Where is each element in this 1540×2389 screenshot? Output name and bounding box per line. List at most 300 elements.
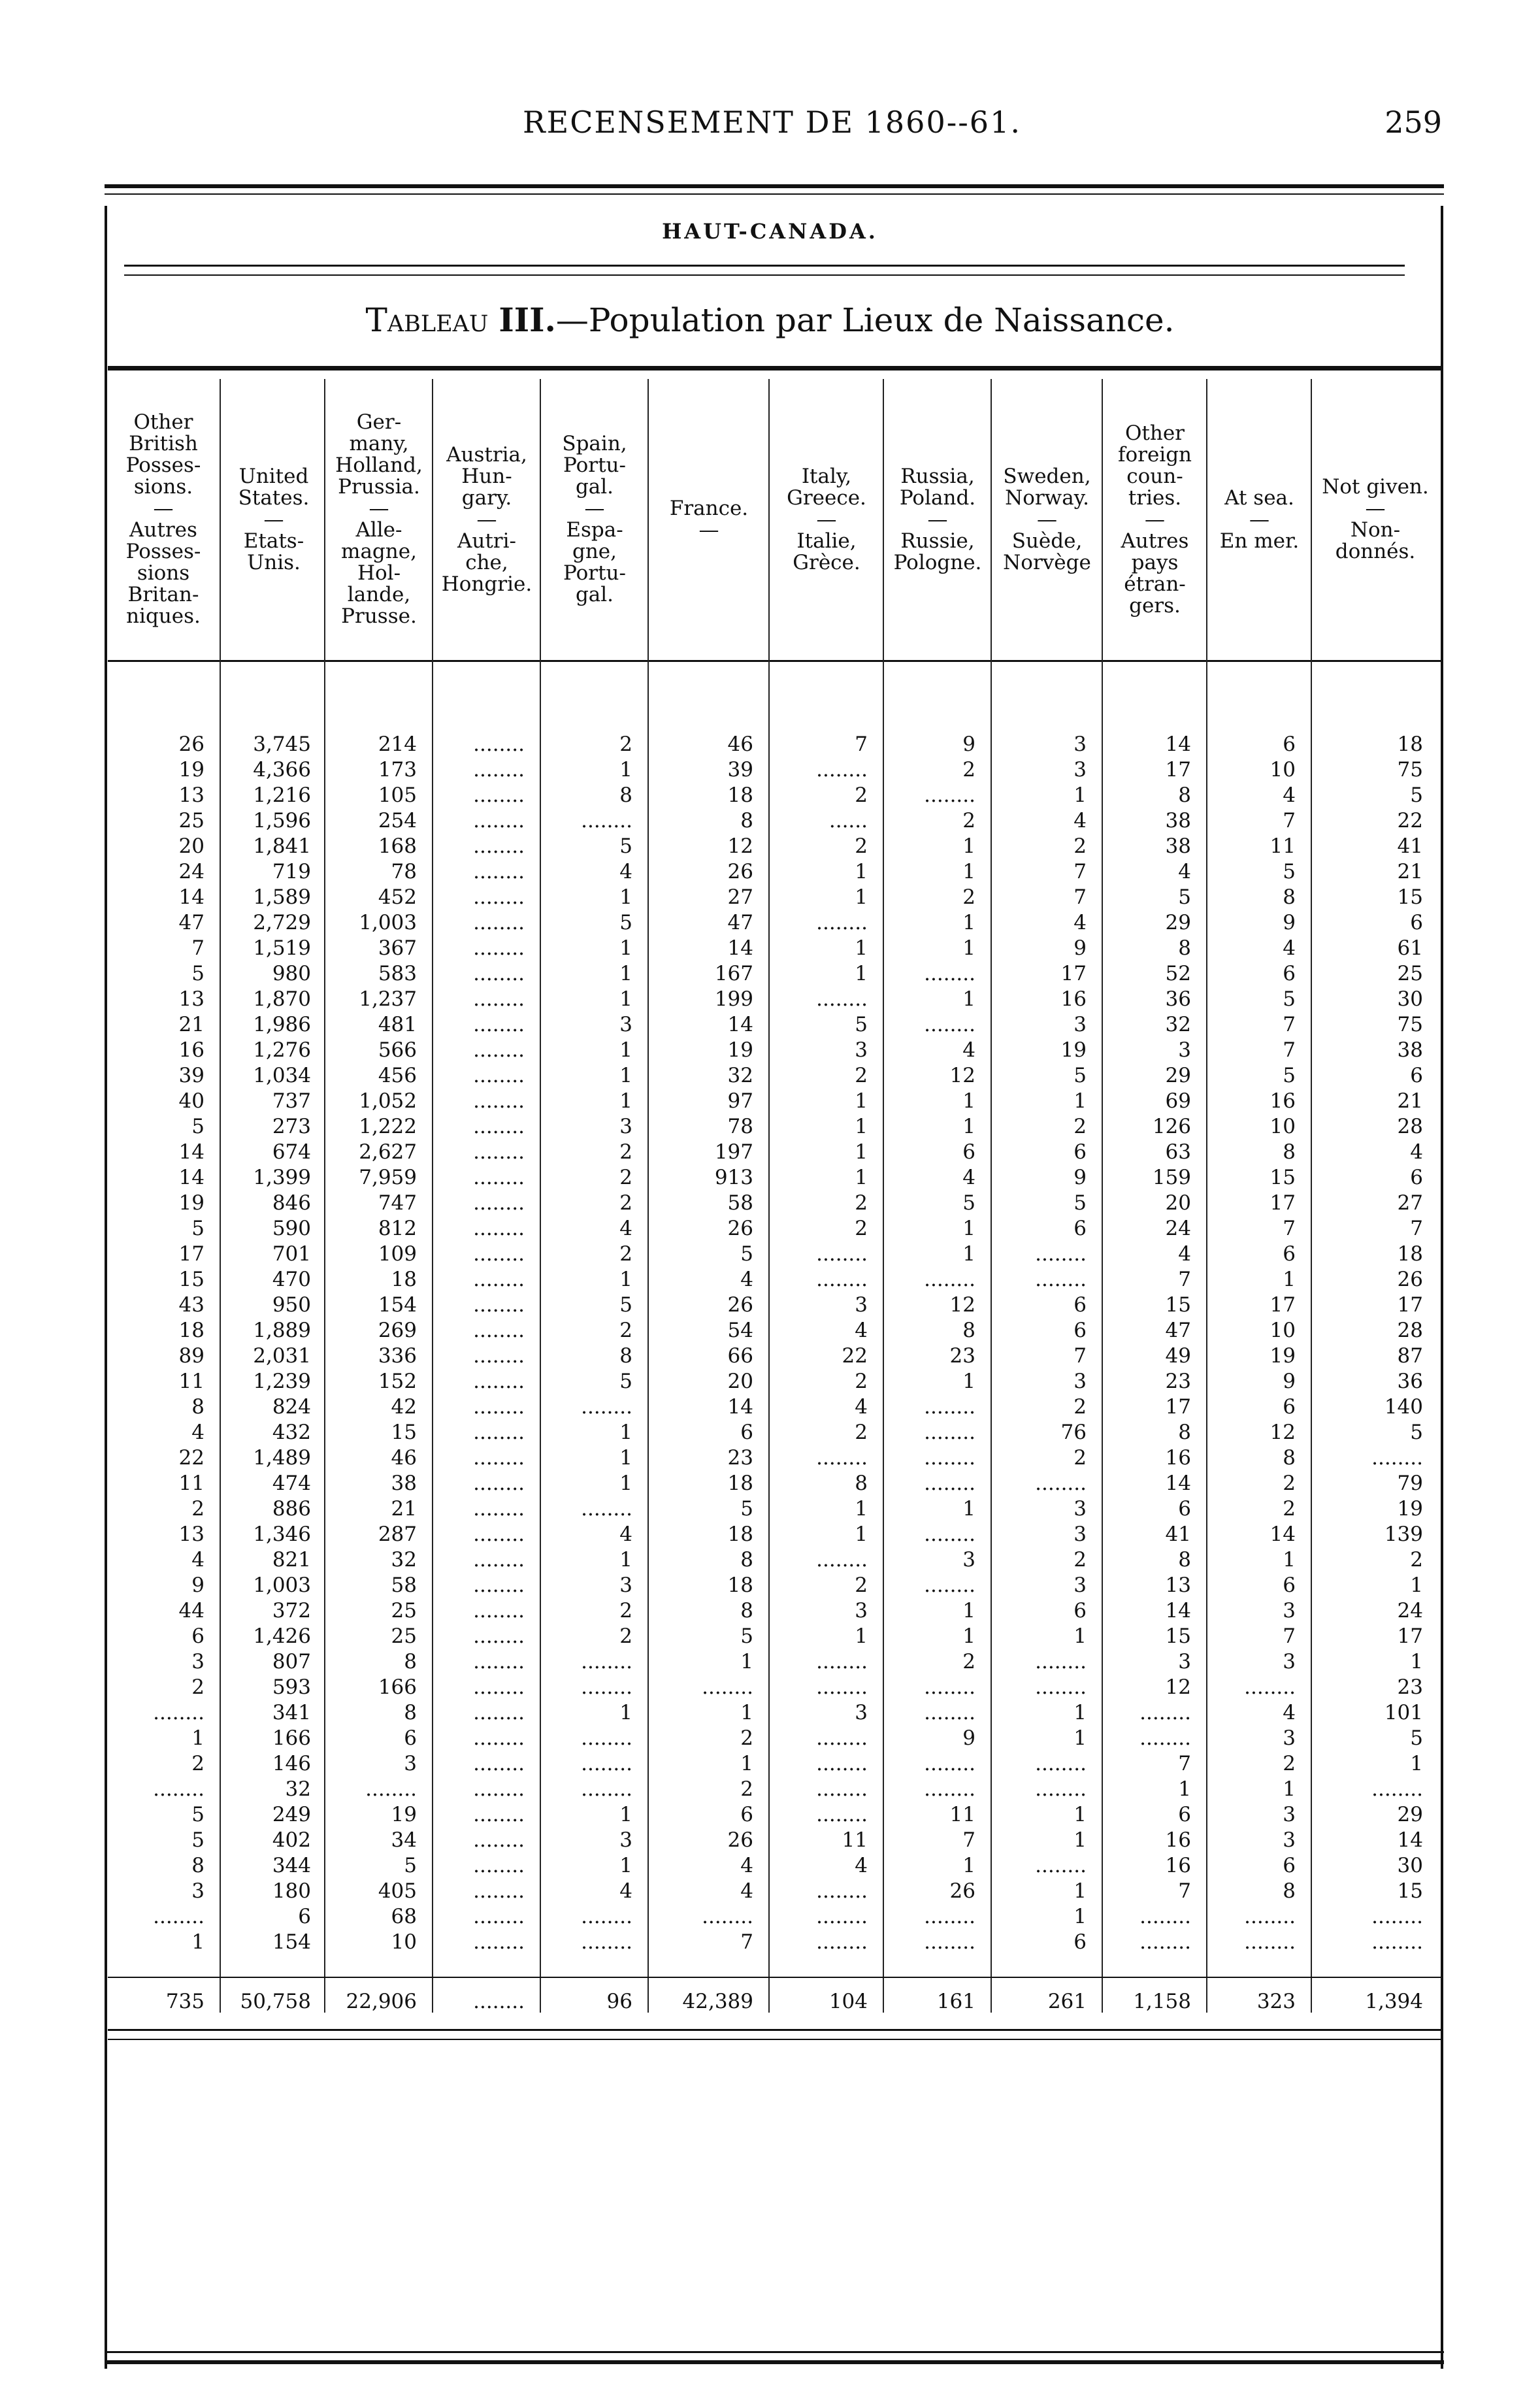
column-header — [993, 386, 1101, 653]
table-cell: 1,589 — [253, 885, 311, 909]
table-cell: 25 — [1397, 962, 1423, 985]
table-cell: 25 — [391, 1599, 417, 1623]
table-cell: ........ — [581, 1726, 632, 1750]
table-cell: 9 — [1283, 911, 1296, 934]
table-cell: 76 — [1060, 1421, 1087, 1444]
table-cell: 2 — [855, 1573, 868, 1597]
table-cell: 593 — [272, 1675, 311, 1699]
table-cell: 1 — [1073, 1089, 1087, 1113]
table-cell: 3 — [1283, 1726, 1296, 1750]
table-cell: 1 — [191, 1930, 205, 1954]
table-cell: 47 — [178, 911, 205, 934]
table-cell: 11 — [842, 1828, 868, 1852]
table-cell: 4 — [740, 1854, 753, 1877]
table-cell: ........ — [581, 1675, 632, 1699]
table-cell: 4 — [740, 1268, 753, 1291]
table-row — [105, 1700, 1444, 1725]
table-cell: 68 — [391, 1905, 417, 1928]
column-header — [327, 386, 431, 653]
table-cell: 49 — [1165, 1344, 1191, 1368]
table-cell: 19 — [727, 1038, 753, 1062]
table-cell: 5 — [1073, 1064, 1087, 1087]
table-cell: 6 — [1283, 1854, 1296, 1877]
table-cell: 1 — [962, 1624, 975, 1648]
table-cell: 41 — [1165, 1523, 1191, 1546]
table-cell: 23 — [949, 1344, 975, 1368]
table-cell: ........ — [473, 1573, 525, 1597]
table-cell: 1 — [962, 1217, 975, 1240]
table-cell: 470 — [272, 1268, 311, 1291]
table-cell: 8 — [740, 1599, 753, 1623]
table-cell: 7 — [1178, 1752, 1191, 1775]
table-cell: 1 — [962, 1370, 975, 1393]
table-cell: 8 — [1283, 1879, 1296, 1903]
table-cell: 2 — [962, 1650, 975, 1673]
table-cell: ........ — [816, 987, 868, 1011]
table-row — [105, 1089, 1444, 1113]
table-row — [105, 1216, 1444, 1241]
table-cell: 3 — [855, 1293, 868, 1317]
table-cell: ........ — [473, 936, 525, 960]
table-cell: 17 — [178, 1242, 205, 1266]
table-cell: 20 — [1165, 1191, 1191, 1215]
table-cell: 1,870 — [253, 987, 311, 1011]
table-cell: 4 — [1178, 860, 1191, 883]
table-cell: 75 — [1397, 758, 1423, 782]
column-header-en: France. — [669, 497, 749, 520]
table-cell: 5 — [1283, 860, 1296, 883]
table-cell: 7,959 — [359, 1166, 417, 1189]
table-cell: ........ — [1035, 1268, 1087, 1291]
table-cell: 6 — [1283, 1395, 1296, 1419]
column-header — [885, 386, 990, 653]
table-cell: 11 — [178, 1370, 205, 1393]
table-cell: 4 — [619, 1523, 632, 1546]
table-cell: 1,003 — [359, 911, 417, 934]
table-cell: ........ — [581, 1930, 632, 1954]
table-cell: 12 — [949, 1064, 975, 1087]
table-cell: 8 — [1178, 936, 1191, 960]
column-header-divider: — — [816, 507, 837, 531]
column-header-fr: Alle- magne, Hol- lande, Prusse. — [341, 518, 417, 628]
table-cell: ........ — [473, 1446, 525, 1470]
table-cell: 2 — [619, 1624, 632, 1648]
table-cell: ........ — [816, 1803, 868, 1826]
table-cell: 2 — [1073, 1548, 1087, 1572]
table-cell: 2 — [191, 1675, 205, 1699]
table-cell: 43 — [178, 1293, 205, 1317]
column-header-divider: — — [1037, 507, 1057, 531]
table-cell: 5 — [191, 1217, 205, 1240]
table-cell: 1 — [962, 1599, 975, 1623]
table-cell: 9 — [962, 733, 975, 756]
table-cell: 12 — [1165, 1675, 1191, 1699]
bottom-rule-2 — [108, 2039, 1441, 2040]
table-cell: 7 — [1283, 1624, 1296, 1648]
table-cell: ........ — [473, 1472, 525, 1495]
table-title-text: —Population par Lieux de Naissance. — [555, 301, 1175, 339]
table-cell: 1,052 — [359, 1089, 417, 1113]
table-cell: ........ — [473, 809, 525, 832]
table-row — [105, 783, 1444, 808]
table-cell: 146 — [272, 1752, 311, 1775]
table-cell: 405 — [378, 1879, 417, 1903]
table-cell: 269 — [378, 1319, 417, 1342]
table-cell: 38 — [1165, 809, 1191, 832]
table-cell: 6 — [1073, 1217, 1087, 1240]
table-row — [105, 1802, 1444, 1827]
table-cell: 17 — [1060, 962, 1087, 985]
table-cell: 18 — [727, 1472, 753, 1495]
table-cell: ........ — [1371, 1930, 1423, 1954]
table-row — [105, 1343, 1444, 1368]
table-cell: 26 — [727, 1828, 753, 1852]
table-cell: ........ — [702, 1675, 753, 1699]
table-cell: ........ — [473, 1675, 525, 1699]
table-cell: ........ — [473, 1395, 525, 1419]
table-cell: 14 — [1397, 1828, 1423, 1852]
table-row — [105, 1598, 1444, 1623]
page-bottom-rule-1 — [105, 2351, 1444, 2353]
table-row — [105, 910, 1444, 935]
table-cell: 8 — [404, 1701, 417, 1724]
table-cell: 38 — [1397, 1038, 1423, 1062]
table-cell: 38 — [391, 1472, 417, 1495]
table-cell: 7 — [1073, 1344, 1087, 1368]
table-cell: ........ — [1371, 1905, 1423, 1928]
table-cell: 1,237 — [359, 987, 417, 1011]
table-cell: 1 — [962, 911, 975, 934]
table-cell: 63 — [1165, 1140, 1191, 1164]
table-cell: 19 — [1270, 1344, 1296, 1368]
table-cell: 4 — [1283, 936, 1296, 960]
table-cell: 8 — [1178, 783, 1191, 807]
table-cell: 1 — [962, 1854, 975, 1877]
table-cell: ........ — [473, 1803, 525, 1826]
table-cell: 5 — [740, 1624, 753, 1648]
table-cell: ........ — [702, 1905, 753, 1928]
table-cell: ........ — [473, 1242, 525, 1266]
table-cell: 5 — [191, 962, 205, 985]
table-cell: 39 — [727, 758, 753, 782]
table-cell: 9 — [1073, 936, 1087, 960]
table-cell: ........ — [473, 1854, 525, 1877]
header-bottom-rule — [108, 660, 1441, 662]
table-cell: ........ — [816, 1752, 868, 1775]
table-cell: 474 — [272, 1472, 311, 1495]
table-cell: ........ — [816, 1650, 868, 1673]
table-cell: 8 — [1283, 885, 1296, 909]
table-cell: ........ — [473, 1140, 525, 1164]
table-cell: 1 — [855, 1497, 868, 1521]
table-cell: 824 — [272, 1395, 311, 1419]
table-cell: 19 — [178, 1191, 205, 1215]
table-cell: ........ — [924, 1446, 975, 1470]
table-cell: 32 — [391, 1548, 417, 1572]
table-cell: ........ — [473, 1726, 525, 1750]
table-cell: 4 — [619, 1879, 632, 1903]
table-cell: 8 — [855, 1472, 868, 1495]
table-cell: 1 — [855, 1115, 868, 1138]
table-cell: 18 — [727, 1523, 753, 1546]
table-cell: 32 — [727, 1064, 753, 1087]
table-row — [105, 732, 1444, 757]
table-cell: ........ — [924, 1523, 975, 1546]
table-cell: ........ — [473, 1650, 525, 1673]
total-cell: 161 — [936, 1990, 975, 2013]
table-cell: 1,399 — [253, 1166, 311, 1189]
table-cell: ........ — [924, 1701, 975, 1724]
table-cell: 2 — [962, 885, 975, 909]
table-cell: 1 — [1283, 1548, 1296, 1572]
table-row — [105, 961, 1444, 986]
table-row — [105, 1649, 1444, 1674]
table-cell: ........ — [473, 1038, 525, 1062]
total-cell: 96 — [606, 1990, 632, 2013]
table-cell: 18 — [178, 1319, 205, 1342]
table-cell: 590 — [272, 1217, 311, 1240]
table-cell: 4 — [191, 1548, 205, 1572]
table-cell: 7 — [1178, 1879, 1191, 1903]
table-cell: 173 — [378, 758, 417, 782]
table-cell: ........ — [816, 1777, 868, 1801]
table-cell: ........ — [581, 1497, 632, 1521]
table-cell: 18 — [727, 783, 753, 807]
table-cell: 3 — [619, 1013, 632, 1036]
table-cell: 89 — [178, 1344, 205, 1368]
table-cell: 4 — [1073, 809, 1087, 832]
table-row — [105, 1420, 1444, 1445]
table-cell: 3 — [191, 1650, 205, 1673]
table-cell: 44 — [178, 1599, 205, 1623]
table-cell: 17 — [1397, 1624, 1423, 1648]
table-cell: 5 — [1410, 783, 1423, 807]
table-cell: 159 — [1152, 1166, 1191, 1189]
column-header-divider: — — [1365, 497, 1386, 520]
table-cell: 7 — [1073, 885, 1087, 909]
column-header-divider: — — [1249, 507, 1270, 531]
table-cell: 1 — [855, 1140, 868, 1164]
table-cell: 846 — [272, 1191, 311, 1215]
table-cell: 4 — [855, 1395, 868, 1419]
column-header — [434, 386, 539, 653]
table-cell: 26 — [727, 1293, 753, 1317]
table-cell: ........ — [473, 885, 525, 909]
table-cell: 58 — [391, 1573, 417, 1597]
table-cell: ........ — [924, 962, 975, 985]
table-cell: 1 — [1283, 1777, 1296, 1801]
table-cell: 5 — [855, 1013, 868, 1036]
table-cell: ........ — [473, 962, 525, 985]
total-cell: 42,389 — [682, 1990, 753, 2013]
table-cell: 3 — [1073, 1573, 1087, 1597]
column-header-fr: Espa- gne, Portu- gal. — [563, 518, 626, 606]
table-cell: ........ — [924, 1573, 975, 1597]
table-cell: ........ — [816, 1905, 868, 1928]
table-cell: 1,222 — [359, 1115, 417, 1138]
table-cell: ........ — [816, 1268, 868, 1291]
table-cell: 980 — [272, 962, 311, 985]
table-cell: 1,346 — [253, 1523, 311, 1546]
table-cell: ........ — [1035, 1675, 1087, 1699]
table-cell: 4 — [619, 860, 632, 883]
table-cell: 4,366 — [253, 758, 311, 782]
table-cell: 2 — [1073, 1446, 1087, 1470]
column-header — [771, 386, 882, 653]
table-cell: 6 — [1073, 1930, 1087, 1954]
table-row — [105, 1140, 1444, 1164]
table-cell: ........ — [581, 1395, 632, 1419]
table-cell: ........ — [473, 1930, 525, 1954]
page-bottom-rule-2 — [105, 2360, 1444, 2364]
table-row — [105, 1751, 1444, 1776]
column-header-en: Ger- many, Holland, Prussia. — [335, 410, 423, 499]
table-cell: 167 — [714, 962, 753, 985]
table-cell: 30 — [1397, 987, 1423, 1011]
table-cell: 109 — [378, 1242, 417, 1266]
table-row — [105, 1114, 1444, 1139]
table-cell: 5 — [1410, 1726, 1423, 1750]
table-cell: 1,489 — [253, 1446, 311, 1470]
table-cell: 34 — [391, 1828, 417, 1852]
table-cell: 58 — [727, 1191, 753, 1215]
table-cell: ........ — [924, 1930, 975, 1954]
table-cell: 2 — [619, 733, 632, 756]
column-header-fr: Italie, Grèce. — [793, 529, 860, 574]
table-cell: 6 — [1178, 1803, 1191, 1826]
table-cell: 1,519 — [253, 936, 311, 960]
table-cell: ........ — [473, 1268, 525, 1291]
table-row — [105, 1471, 1444, 1496]
table-cell: 1,986 — [253, 1013, 311, 1036]
table-cell: 7 — [1283, 1038, 1296, 1062]
table-cell: 1 — [619, 758, 632, 782]
table-cell: 154 — [378, 1293, 417, 1317]
table-cell: 30 — [1397, 1854, 1423, 1877]
table-cell: 14 — [727, 936, 753, 960]
column-header-en: Italy, Greece. — [787, 464, 866, 510]
table-cell: 14 — [178, 885, 205, 909]
table-cell: ........ — [473, 1777, 525, 1801]
table-cell: 11 — [949, 1803, 975, 1826]
table-cell: 3 — [619, 1115, 632, 1138]
column-header-en: At sea. — [1224, 486, 1294, 510]
column-header-fr: Russie, Pologne. — [893, 529, 982, 574]
table-cell: 2 — [855, 1421, 868, 1444]
table-row — [105, 1165, 1444, 1190]
table-cell: ........ — [473, 987, 525, 1011]
table-cell: 9 — [191, 1573, 205, 1597]
table-cell: 10 — [1270, 758, 1296, 782]
table-cell: 4 — [1073, 911, 1087, 934]
table-cell: 1 — [1410, 1650, 1423, 1673]
table-cell: ........ — [816, 758, 868, 782]
table-cell: ........ — [924, 1395, 975, 1419]
table-cell: 4 — [962, 1166, 975, 1189]
table-cell: 6 — [962, 1140, 975, 1164]
total-cell: 104 — [828, 1990, 868, 2013]
table-cell: 807 — [272, 1650, 311, 1673]
table-cell: 6 — [1073, 1140, 1087, 1164]
table-cell: 18 — [1397, 1242, 1423, 1266]
table-row — [105, 1853, 1444, 1878]
table-cell: 6 — [191, 1624, 205, 1648]
table-cell: 2 — [855, 1217, 868, 1240]
table-cell: ........ — [581, 1905, 632, 1928]
table-cell: 21 — [1397, 1089, 1423, 1113]
table-cell: ........ — [473, 1879, 525, 1903]
table-cell: 3,745 — [253, 733, 311, 756]
table-row — [105, 1828, 1444, 1853]
table-cell: 7 — [191, 936, 205, 960]
table-row — [105, 1318, 1444, 1343]
table-cell: 16 — [1060, 987, 1087, 1011]
table-cell: 15 — [1397, 885, 1423, 909]
table-cell: ........ — [924, 1777, 975, 1801]
table-cell: 87 — [1397, 1344, 1423, 1368]
table-cell: 21 — [1397, 860, 1423, 883]
table-cell: 372 — [272, 1599, 311, 1623]
table-cell: 9 — [1283, 1370, 1296, 1393]
total-cell: ........ — [473, 1990, 525, 2013]
table-cell: 2 — [962, 758, 975, 782]
table-cell: 1,003 — [253, 1573, 311, 1597]
table-cell: ........ — [581, 1777, 632, 1801]
table-row — [105, 1726, 1444, 1751]
table-cell: 950 — [272, 1293, 311, 1317]
table-cell: ........ — [473, 1624, 525, 1648]
table-cell: 7 — [1178, 1268, 1191, 1291]
table-cell: ........ — [1035, 1472, 1087, 1495]
table-cell: 6 — [740, 1421, 753, 1444]
table-cell: 2 — [191, 1752, 205, 1775]
table-cell: 17 — [1270, 1293, 1296, 1317]
table-cell: 5 — [191, 1828, 205, 1852]
column-header-fr: Suède, Norvège — [1003, 529, 1091, 574]
table-cell: 2 — [1283, 1472, 1296, 1495]
table-cell: 6 — [404, 1726, 417, 1750]
table-cell: ........ — [473, 758, 525, 782]
table-cell: 747 — [378, 1191, 417, 1215]
table-cell: 1 — [962, 1115, 975, 1138]
table-cell: 2 — [619, 1319, 632, 1342]
table-cell: 5 — [1283, 987, 1296, 1011]
table-cell: ........ — [924, 1421, 975, 1444]
total-cell: 22,906 — [346, 1990, 417, 2013]
table-cell: 4 — [1283, 1701, 1296, 1724]
table-cell: 6 — [1283, 1242, 1296, 1266]
table-cell: 13 — [1165, 1573, 1191, 1597]
table-cell: 28 — [1397, 1319, 1423, 1342]
table-cell: ........ — [473, 1319, 525, 1342]
table-cell: ........ — [473, 911, 525, 934]
table-cell: ........ — [153, 1905, 205, 1928]
table-cell: 12 — [727, 834, 753, 858]
table-cell: 1 — [619, 1803, 632, 1826]
table-cell: ........ — [473, 1166, 525, 1189]
table-cell: 1,426 — [253, 1624, 311, 1648]
table-cell: 66 — [727, 1344, 753, 1368]
table-cell: ........ — [473, 1523, 525, 1546]
table-cell: 26 — [178, 733, 205, 756]
table-cell: 36 — [1165, 987, 1191, 1011]
table-cell: ........ — [924, 1752, 975, 1775]
table-cell: 1 — [619, 1701, 632, 1724]
table-cell: 432 — [272, 1421, 311, 1444]
table-cell: 812 — [378, 1217, 417, 1240]
table-cell: 3 — [404, 1752, 417, 1775]
table-row — [105, 1777, 1444, 1802]
